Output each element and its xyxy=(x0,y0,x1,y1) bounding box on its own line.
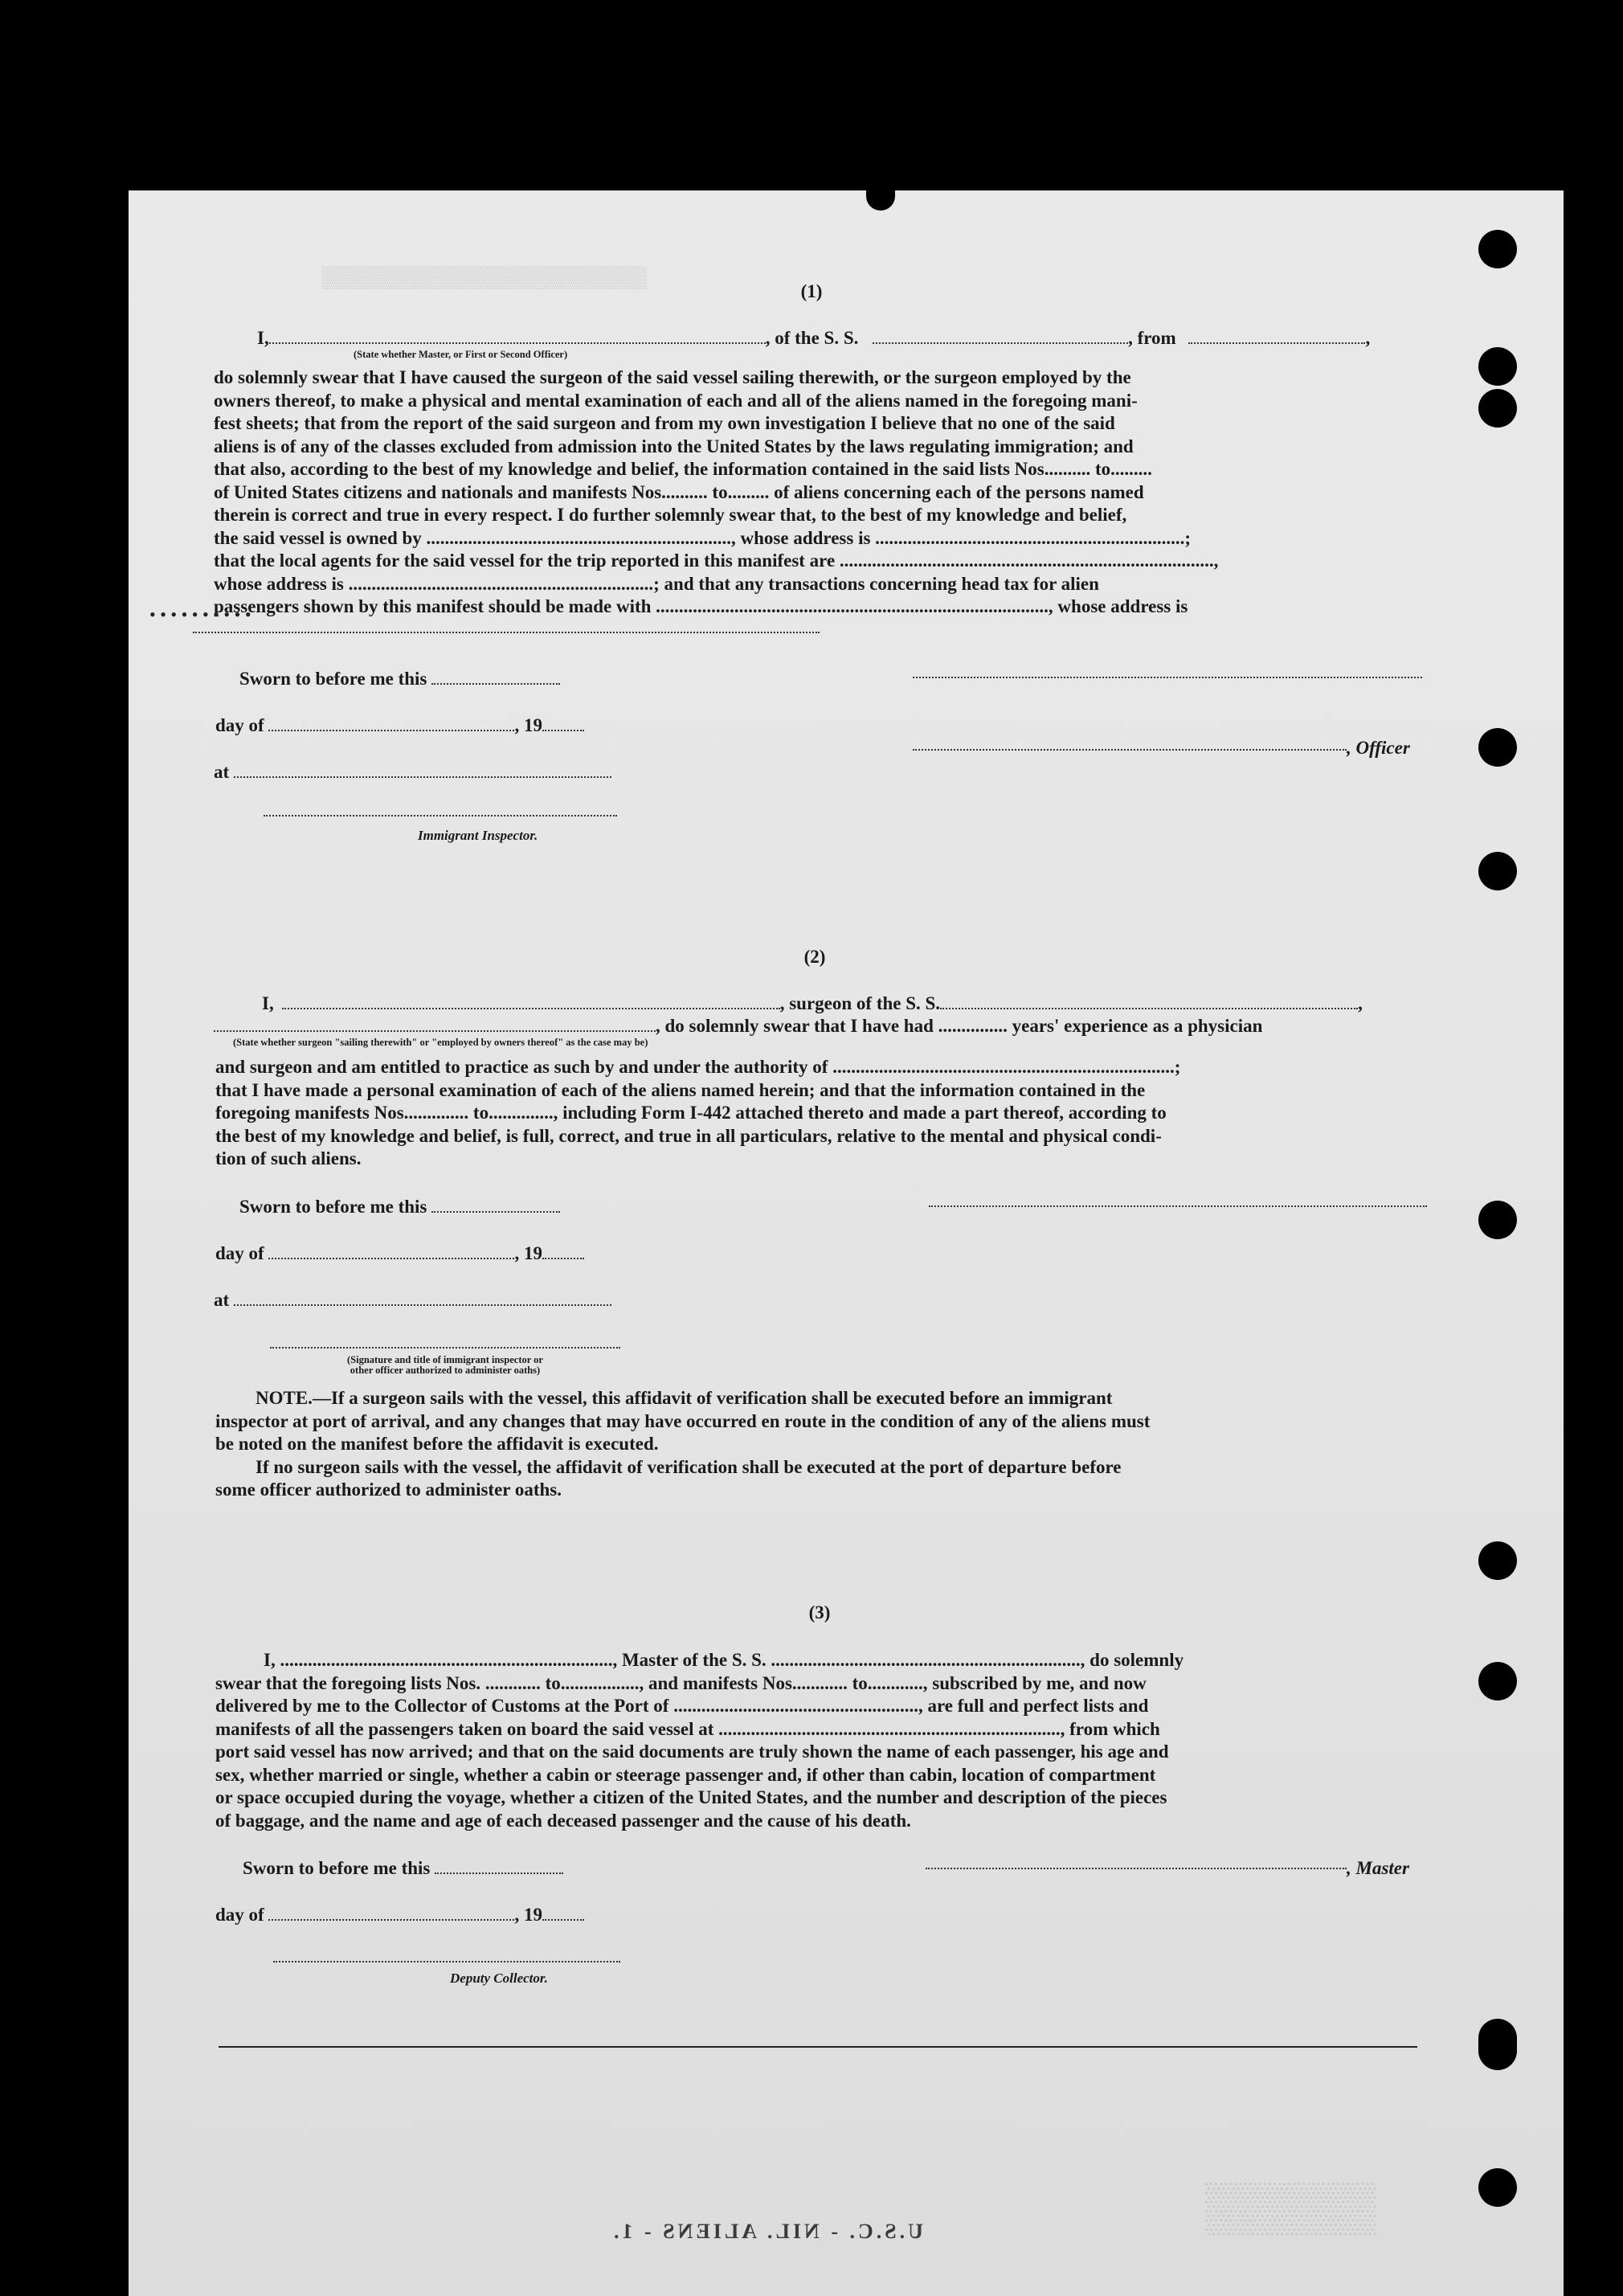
section1-body xyxy=(214,366,1429,619)
body-line: the best of my knowledge and belief, is full, correct, and true in all particulars, relative to the mental and physical condi- xyxy=(215,1125,1162,1146)
note-line: some officer authorized to administer oaths. xyxy=(215,1480,562,1500)
punch-hole xyxy=(1478,1541,1517,1580)
signature-line xyxy=(929,1205,1427,1207)
body-line: manifests of all the passengers taken on board the said vessel at .........................................................................., from which xyxy=(215,1718,1160,1739)
body-line: passengers shown by this manifest should be made with ....................................................................................., whose address is xyxy=(214,596,1188,616)
master-signature-line xyxy=(926,1868,1347,1869)
collector-signature-line xyxy=(273,1961,620,1962)
punch-hole xyxy=(1478,852,1517,890)
body-line: sex, whether married or single, whether a cabin or steerage passenger and, if other than cabin, location of compartment xyxy=(215,1764,1156,1785)
note-line: be noted on the manifest before the affidavit is executed. xyxy=(215,1434,659,1454)
body-line: owners thereof, to make a physical and mental examination of each and all of the aliens named in the foregoing mani- xyxy=(214,390,1138,411)
section2-note: NOTE.—If a surgeon sails with the vessel, this affidavit of verification shall be executed before an immigrant inspector at port of arrival, and any changes that may have occurred en route in the condition of any of the aliens must be noted on the manifest before the affidavit is executed. If no surgeon sails with the vessel, the affidavit of verification shall be executed at the port of departure before some officer authorized to administer oaths. xyxy=(215,1387,1430,1502)
body-line: port said vessel has now arrived; and that on the said documents are truly shown the name of each passenger, his age and xyxy=(215,1741,1169,1762)
body-line: foregoing manifests Nos.............. to.............., including Form I-442 attached thereto and made a part thereof, according to xyxy=(215,1103,1167,1123)
paper-tear xyxy=(866,178,895,211)
body-line: do solemnly swear that I have caused the surgeon of the said vessel sailing therewith, or the surgeon employed by the xyxy=(214,367,1131,387)
signature-line xyxy=(270,1347,620,1349)
section2-body xyxy=(215,1056,1430,1171)
punch-hole xyxy=(1478,2168,1517,2207)
section3-body xyxy=(215,1649,1430,1832)
day-line: day of , 19 xyxy=(215,714,584,737)
sworn-line: Sworn to before me this xyxy=(239,667,560,690)
field-caption: (State whether surgeon "sailing therewith" or "employed by owners thereof" as the case may be) xyxy=(233,1037,648,1048)
section2-oath-line: I, , surgeon of the S. S. , xyxy=(262,993,1363,1013)
section-number: (2) xyxy=(803,947,826,967)
note-line: If no surgeon sails with the vessel, the affidavit of verification shall be executed at the port of departure before xyxy=(256,1456,1122,1477)
body-line: delivered by me to the Collector of Customs at the Port of ....................................................., are full and perfect lists and xyxy=(215,1696,1149,1716)
punch-hole xyxy=(1478,389,1517,428)
bleed-through-mark: ▒▒▒▒▒▒▒▒▒▒▒▒▒▒▒▒▒▒▒▒▒▒ xyxy=(321,265,648,289)
inspector-signature-line xyxy=(264,815,617,816)
bleed-through-mark: ▒▒▒▒▒ xyxy=(1205,2180,1376,2233)
note-line: inspector at port of arrival, and any changes that may have occurred en route in the condition of any of the aliens must xyxy=(215,1410,1151,1431)
at-line: at xyxy=(214,1288,611,1312)
punch-hole xyxy=(1478,728,1517,767)
punch-hole xyxy=(1478,230,1517,268)
body-line: whose address is ..................................................................; and that any transactions concerning head tax for alien xyxy=(214,573,1099,594)
section2-experience-line: , do solemnly swear that I have had ............... years' experience as a physician xyxy=(214,1014,1262,1037)
section-number: (1) xyxy=(800,281,823,301)
body-line: of baggage, and the name and age of each deceased passenger and the cause of his death. xyxy=(215,1810,911,1831)
body-line: that I have made a personal examination of each of the aliens named herein; and that the information contained in the xyxy=(215,1079,1146,1100)
body-line: of United States citizens and nationals and manifests Nos.......... to......... of aliens concerning each of the persons named xyxy=(214,481,1144,502)
punch-hole xyxy=(1478,2019,1517,2070)
body-line: and surgeon and am entitled to practice as such by and under the authority of ..........................................................................; xyxy=(215,1057,1181,1077)
section1-oath-line: I, , of the S. S. , from , xyxy=(257,328,1371,348)
punch-hole xyxy=(1478,1201,1517,1239)
signature-caption: (Signature and title of immigrant inspector or other officer authorized to administer oaths) xyxy=(347,1354,543,1376)
sworn-line: Sworn to before me this xyxy=(243,1856,563,1880)
margin-dots: • • • • • • • • • • xyxy=(149,604,251,624)
body-line: that also, according to the best of my knowledge and belief, the information contained in the said lists Nos.......... to......... xyxy=(214,459,1152,479)
body-line: I, ........................................................................, Master of the S. S. ..................................................................., do solemnly xyxy=(264,1650,1184,1670)
master-label: , Master xyxy=(1347,1858,1409,1878)
sworn-line: Sworn to before me this xyxy=(239,1195,560,1218)
punch-hole xyxy=(1478,347,1517,386)
signature-line xyxy=(913,677,1422,678)
note-label: NOTE. xyxy=(256,1388,313,1408)
address-fill-line xyxy=(193,632,820,633)
body-line: or space occupied during the voyage, whether a citizen of the United States, and the number and description of the pieces xyxy=(215,1787,1167,1807)
punch-hole xyxy=(1478,1662,1517,1701)
body-line: therein is correct and true in every respect. I do further solemnly swear that, to the best of my knowledge and belief, xyxy=(214,505,1127,525)
body-line: tion of such aliens. xyxy=(215,1148,362,1168)
day-line: day of , 19 xyxy=(215,1903,584,1926)
officer-signature-line xyxy=(913,749,1347,751)
body-line: the said vessel is owned by .................................................................., whose address is ...................................................................; xyxy=(214,527,1192,548)
body-line: swear that the foregoing lists Nos. ............ to................., and manifests Nos............ to............, subscribed by me, and now xyxy=(215,1672,1147,1693)
mirrored-footer-text: U.S.C. - NIL. ALIENS - 1. xyxy=(611,2220,923,2243)
body-line: that the local agents for the said vessel for the trip reported in this manifest are ................................................................................., xyxy=(214,550,1219,571)
body-line: aliens is of any of the classes excluded from admission into the United States by the laws regulating immigration; and xyxy=(214,436,1134,456)
bottom-rule xyxy=(219,2046,1417,2048)
body-line: fest sheets; that from the report of the said surgeon and from my own investigation I believe that no one of the said xyxy=(214,413,1115,433)
field-caption: (State whether Master, or First or Second Officer) xyxy=(354,349,568,360)
inspector-label: Immigrant Inspector. xyxy=(418,828,538,843)
deputy-collector-label: Deputy Collector. xyxy=(450,1971,548,1986)
day-line: day of , 19 xyxy=(215,1242,584,1265)
at-line: at xyxy=(214,760,611,784)
officer-label: , Officer xyxy=(1347,738,1410,758)
section-number: (3) xyxy=(808,1602,831,1623)
